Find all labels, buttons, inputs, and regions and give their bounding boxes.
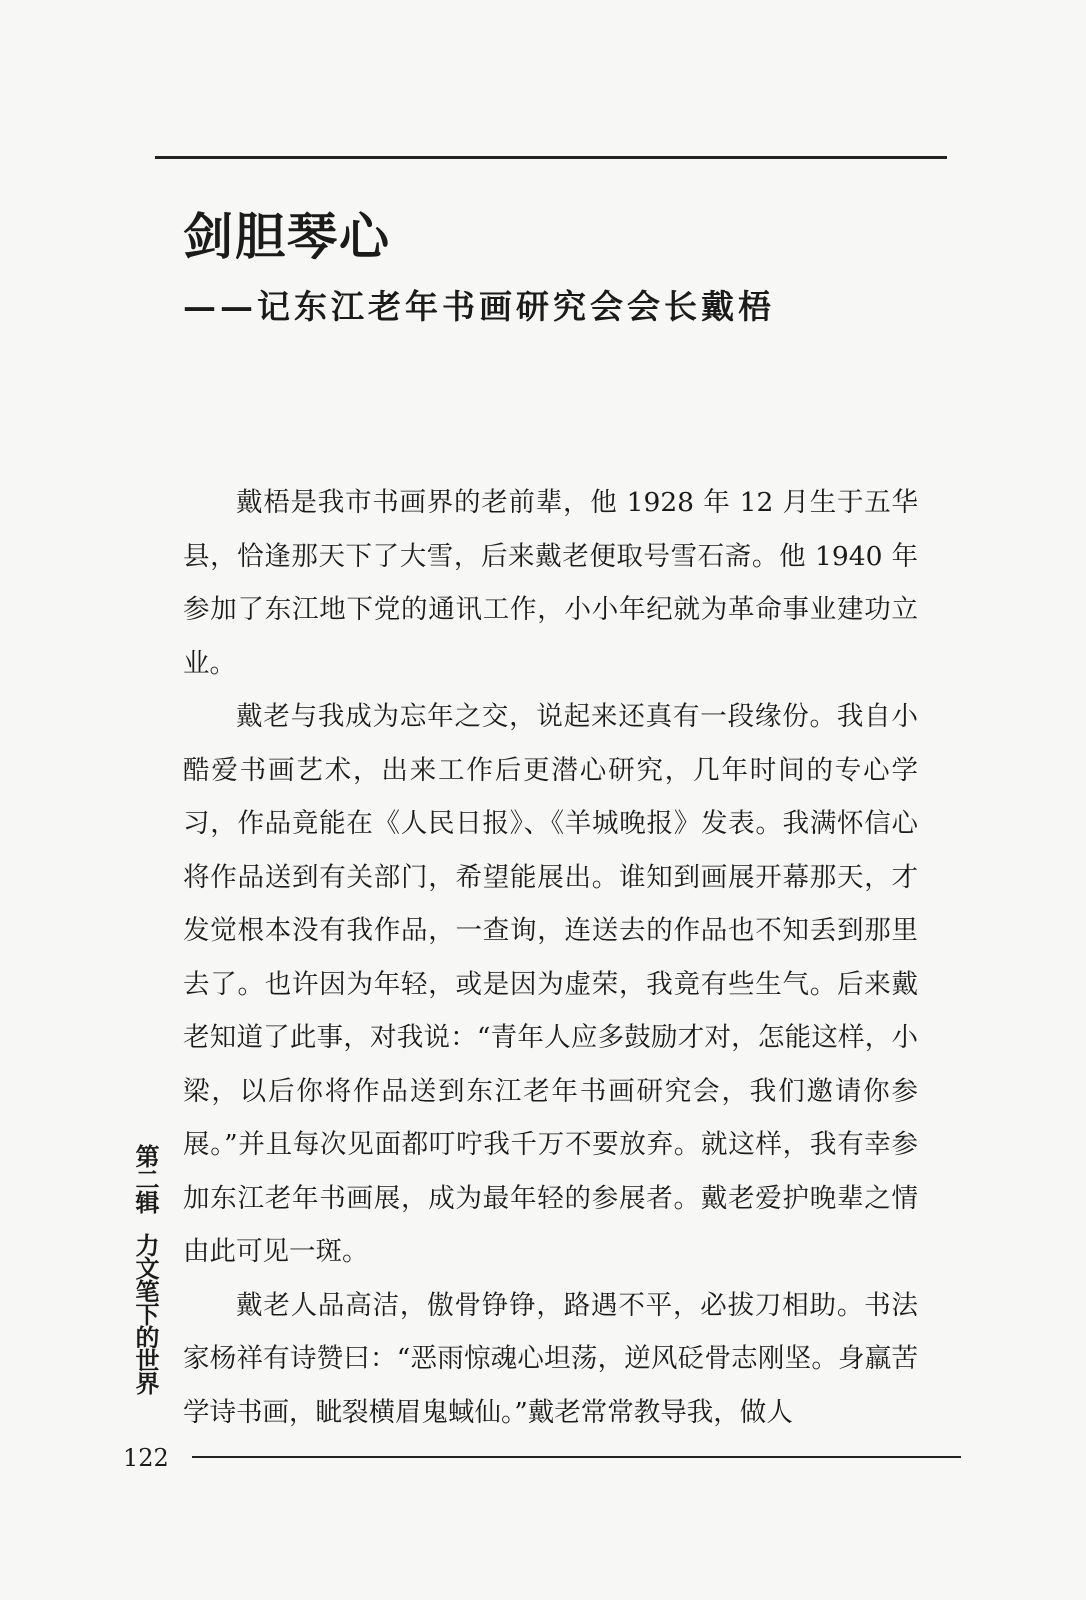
article-title: 剑胆琴心 <box>183 208 391 266</box>
running-head <box>124 1144 158 1394</box>
paragraph: 戴老人品高洁，傲骨铮铮，路遇不平，必拔刀相助。书法家杨祥有诗赞曰：“恶雨惊魂心坦荡，逆风砭骨志刚坚。身羸苦学诗书画，眦裂横眉鬼蜮仙。”戴老常常教导我，做人 <box>183 1289 918 1428</box>
article-body <box>183 476 918 1439</box>
book-title-label: 力文笔下的世界 <box>131 1233 159 1394</box>
page-number: 122 <box>123 1444 169 1472</box>
paragraph: 戴老与我成为忘年之交，说起来还真有一段缘份。我自小酷爱书画艺术，出来工作后更潜心研究，几年时间的专心学习，作品竟能在《人民日报》、《羊城晚报》发表。我满怀信心将作品送到有关部门，希望能展出。谁知到画展开幕那天，才发觉根本没有我作品，一查询，连送去的作品也不知丢到那里去了。也许因为年轻，或是因为虚荣，我竟有些生气。后来戴老知道了此事，对我说：“青年人应多鼓励才对，怎能这样，小梁，以后你将作品送到东江老年书画研究会，我们邀请你参展。”并且每次见面都叮咛我千万不要放弃。就这样，我有幸参加东江老年书画展，成为最年轻的参展者。戴老爱护晚辈之情由此可见一斑。 <box>183 701 918 1267</box>
article-subtitle: ——记东江老年书画研究会会长戴梧 <box>183 287 775 326</box>
paragraph: 戴梧是我市书画界的老前辈，他 1928 年 12 月生于五华县，恰逢那天下了大雪，后来戴老便取号雪石斋。他 1940 年参加了东江地下党的通讯工作，小小年纪就为革命事业建功立业。 <box>183 487 918 679</box>
bottom-rule <box>192 1456 961 1458</box>
section-label: 第二辑 <box>131 1144 159 1213</box>
top-rule <box>155 156 947 159</box>
